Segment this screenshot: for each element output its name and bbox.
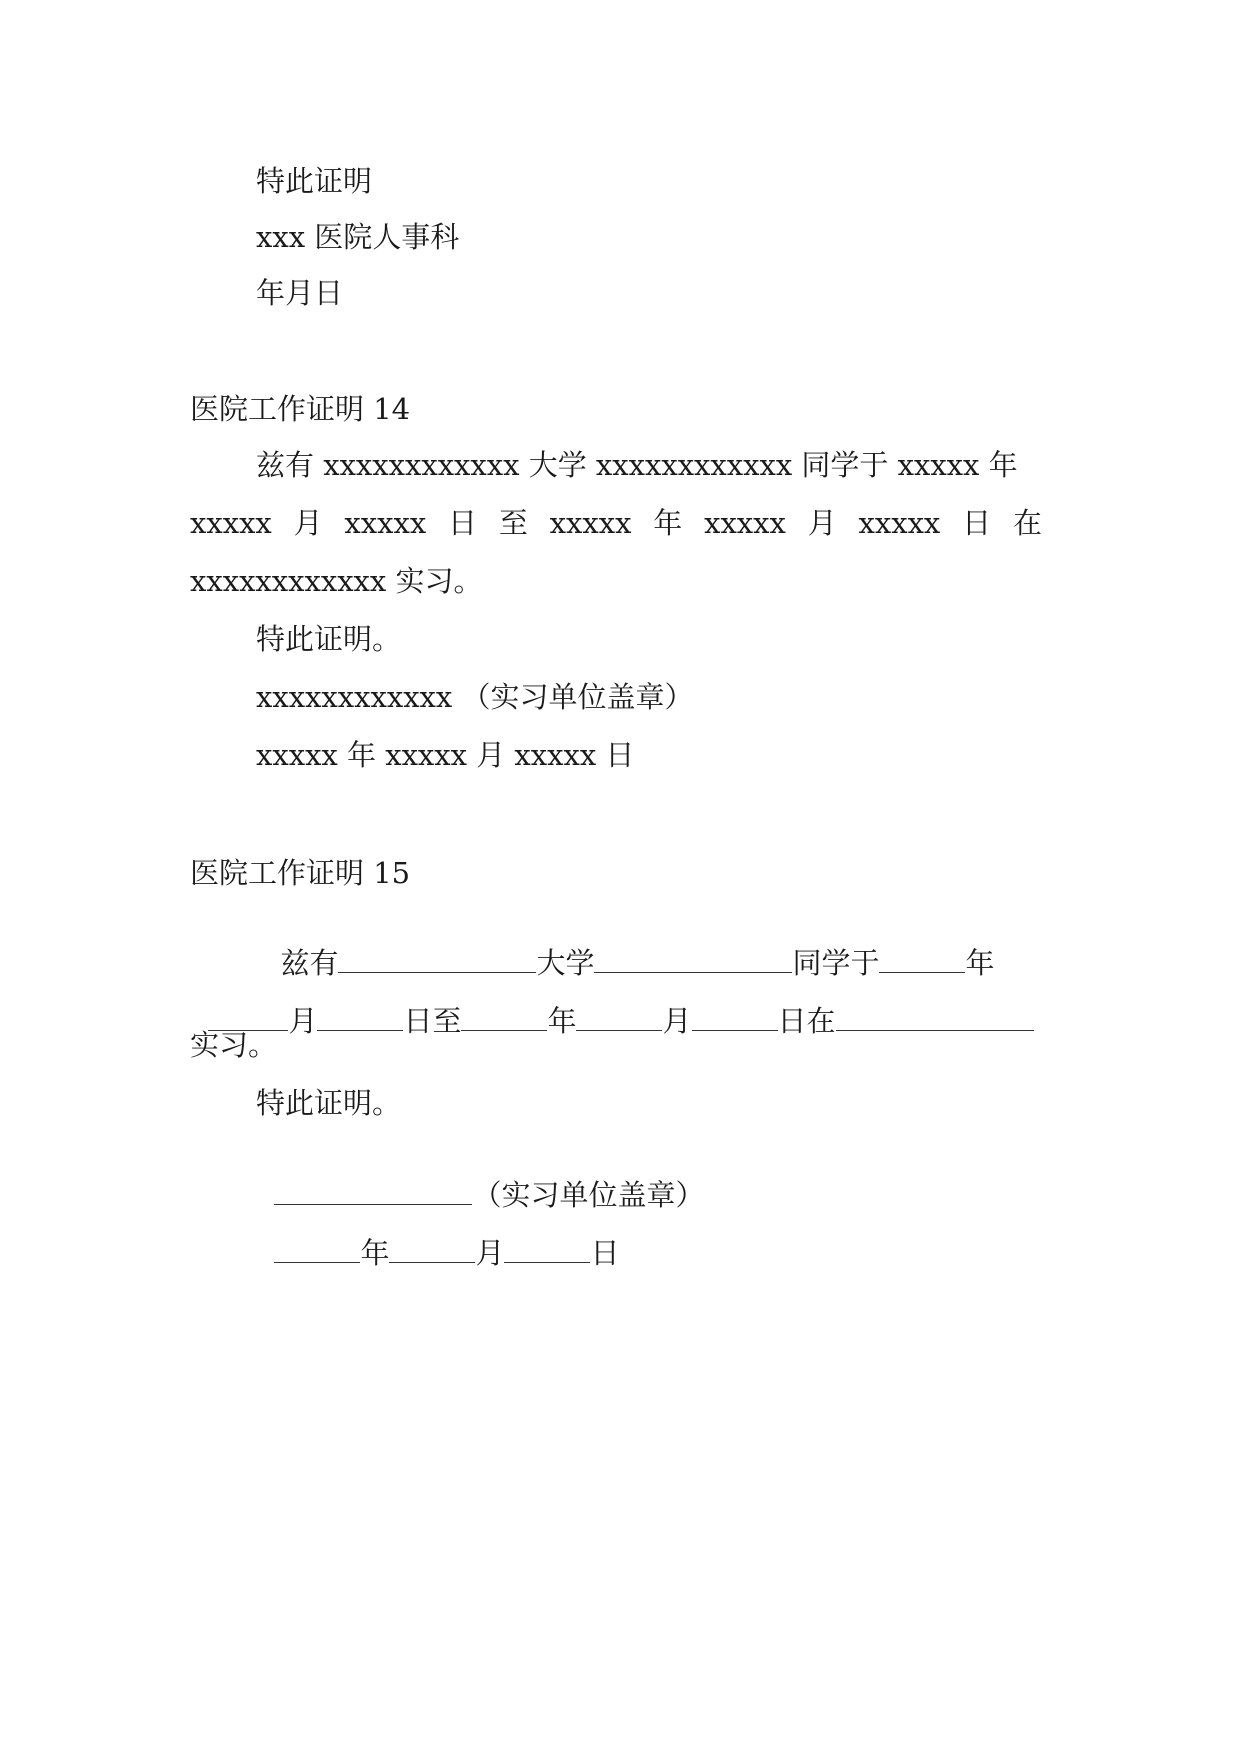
word: 月 (293, 506, 323, 540)
word: 月 (662, 1004, 692, 1038)
paragraph-line: 实习。 (190, 1028, 278, 1062)
date-line (256, 1202, 619, 1270)
section-heading: 医院工作证明 15 (190, 856, 411, 890)
paragraph-line: xxxxxxxxxxxx 实习。 (190, 564, 483, 598)
word: xxxxx (344, 506, 427, 540)
blank-field (836, 1004, 1034, 1031)
word: 日 (590, 1236, 620, 1270)
issuer-text: xxx 医院人事科 (256, 220, 460, 254)
section-heading: 医院工作证明 14 (190, 392, 411, 426)
blank-field (692, 1004, 778, 1031)
blank-field (317, 1004, 403, 1031)
blank-field (576, 1004, 662, 1031)
seal-line: xxxxxxxxxxxx （实习单位盖章） (256, 680, 694, 714)
blank-field (594, 946, 792, 973)
blank-field (461, 1004, 547, 1031)
blank-field (879, 946, 965, 973)
paragraph-line: 兹有 xxxxxxxxxxxx 大学 xxxxxxxxxxxx 同学于 xxxxx 年 (256, 448, 1018, 482)
word: xxxxx (704, 506, 786, 540)
paragraph-line-justified (190, 506, 1042, 540)
word: 日在 (777, 1004, 836, 1038)
word: 月 (807, 506, 837, 540)
blank-field (274, 1236, 360, 1263)
word: xxxxx (549, 506, 632, 540)
word: 年 (965, 946, 995, 980)
blank-field (504, 1236, 590, 1263)
word: xxxxx (858, 506, 941, 540)
word: 在 (1012, 506, 1042, 540)
blank-field (389, 1236, 475, 1263)
word: xxxxx (190, 506, 272, 540)
word: 至 (498, 506, 528, 540)
word: 日至 (403, 1004, 462, 1038)
word: 年 (360, 1236, 390, 1270)
word: 日 (448, 506, 478, 540)
date-text: 年月日 (256, 276, 344, 310)
word: 年 (653, 506, 683, 540)
blank-field (274, 1178, 472, 1205)
word: 大学 (536, 946, 595, 980)
paragraph-line (190, 970, 1034, 1038)
word: 月 (288, 1004, 318, 1038)
blank-field (208, 1004, 288, 1031)
word: （实习单位盖章） (472, 1178, 705, 1212)
closing-text: 特此证明。 (256, 622, 402, 656)
word: 日 (962, 506, 992, 540)
closing-text: 特此证明。 (256, 1086, 402, 1120)
date-text: xxxxx 年 xxxxx 月 xxxxx 日 (256, 738, 635, 772)
word: 兹有 (280, 946, 339, 980)
word: 同学于 (792, 946, 880, 980)
closing-text: 特此证明 (256, 164, 373, 198)
word: 年 (547, 1004, 577, 1038)
word: 月 (475, 1236, 505, 1270)
blank-field (338, 946, 536, 973)
